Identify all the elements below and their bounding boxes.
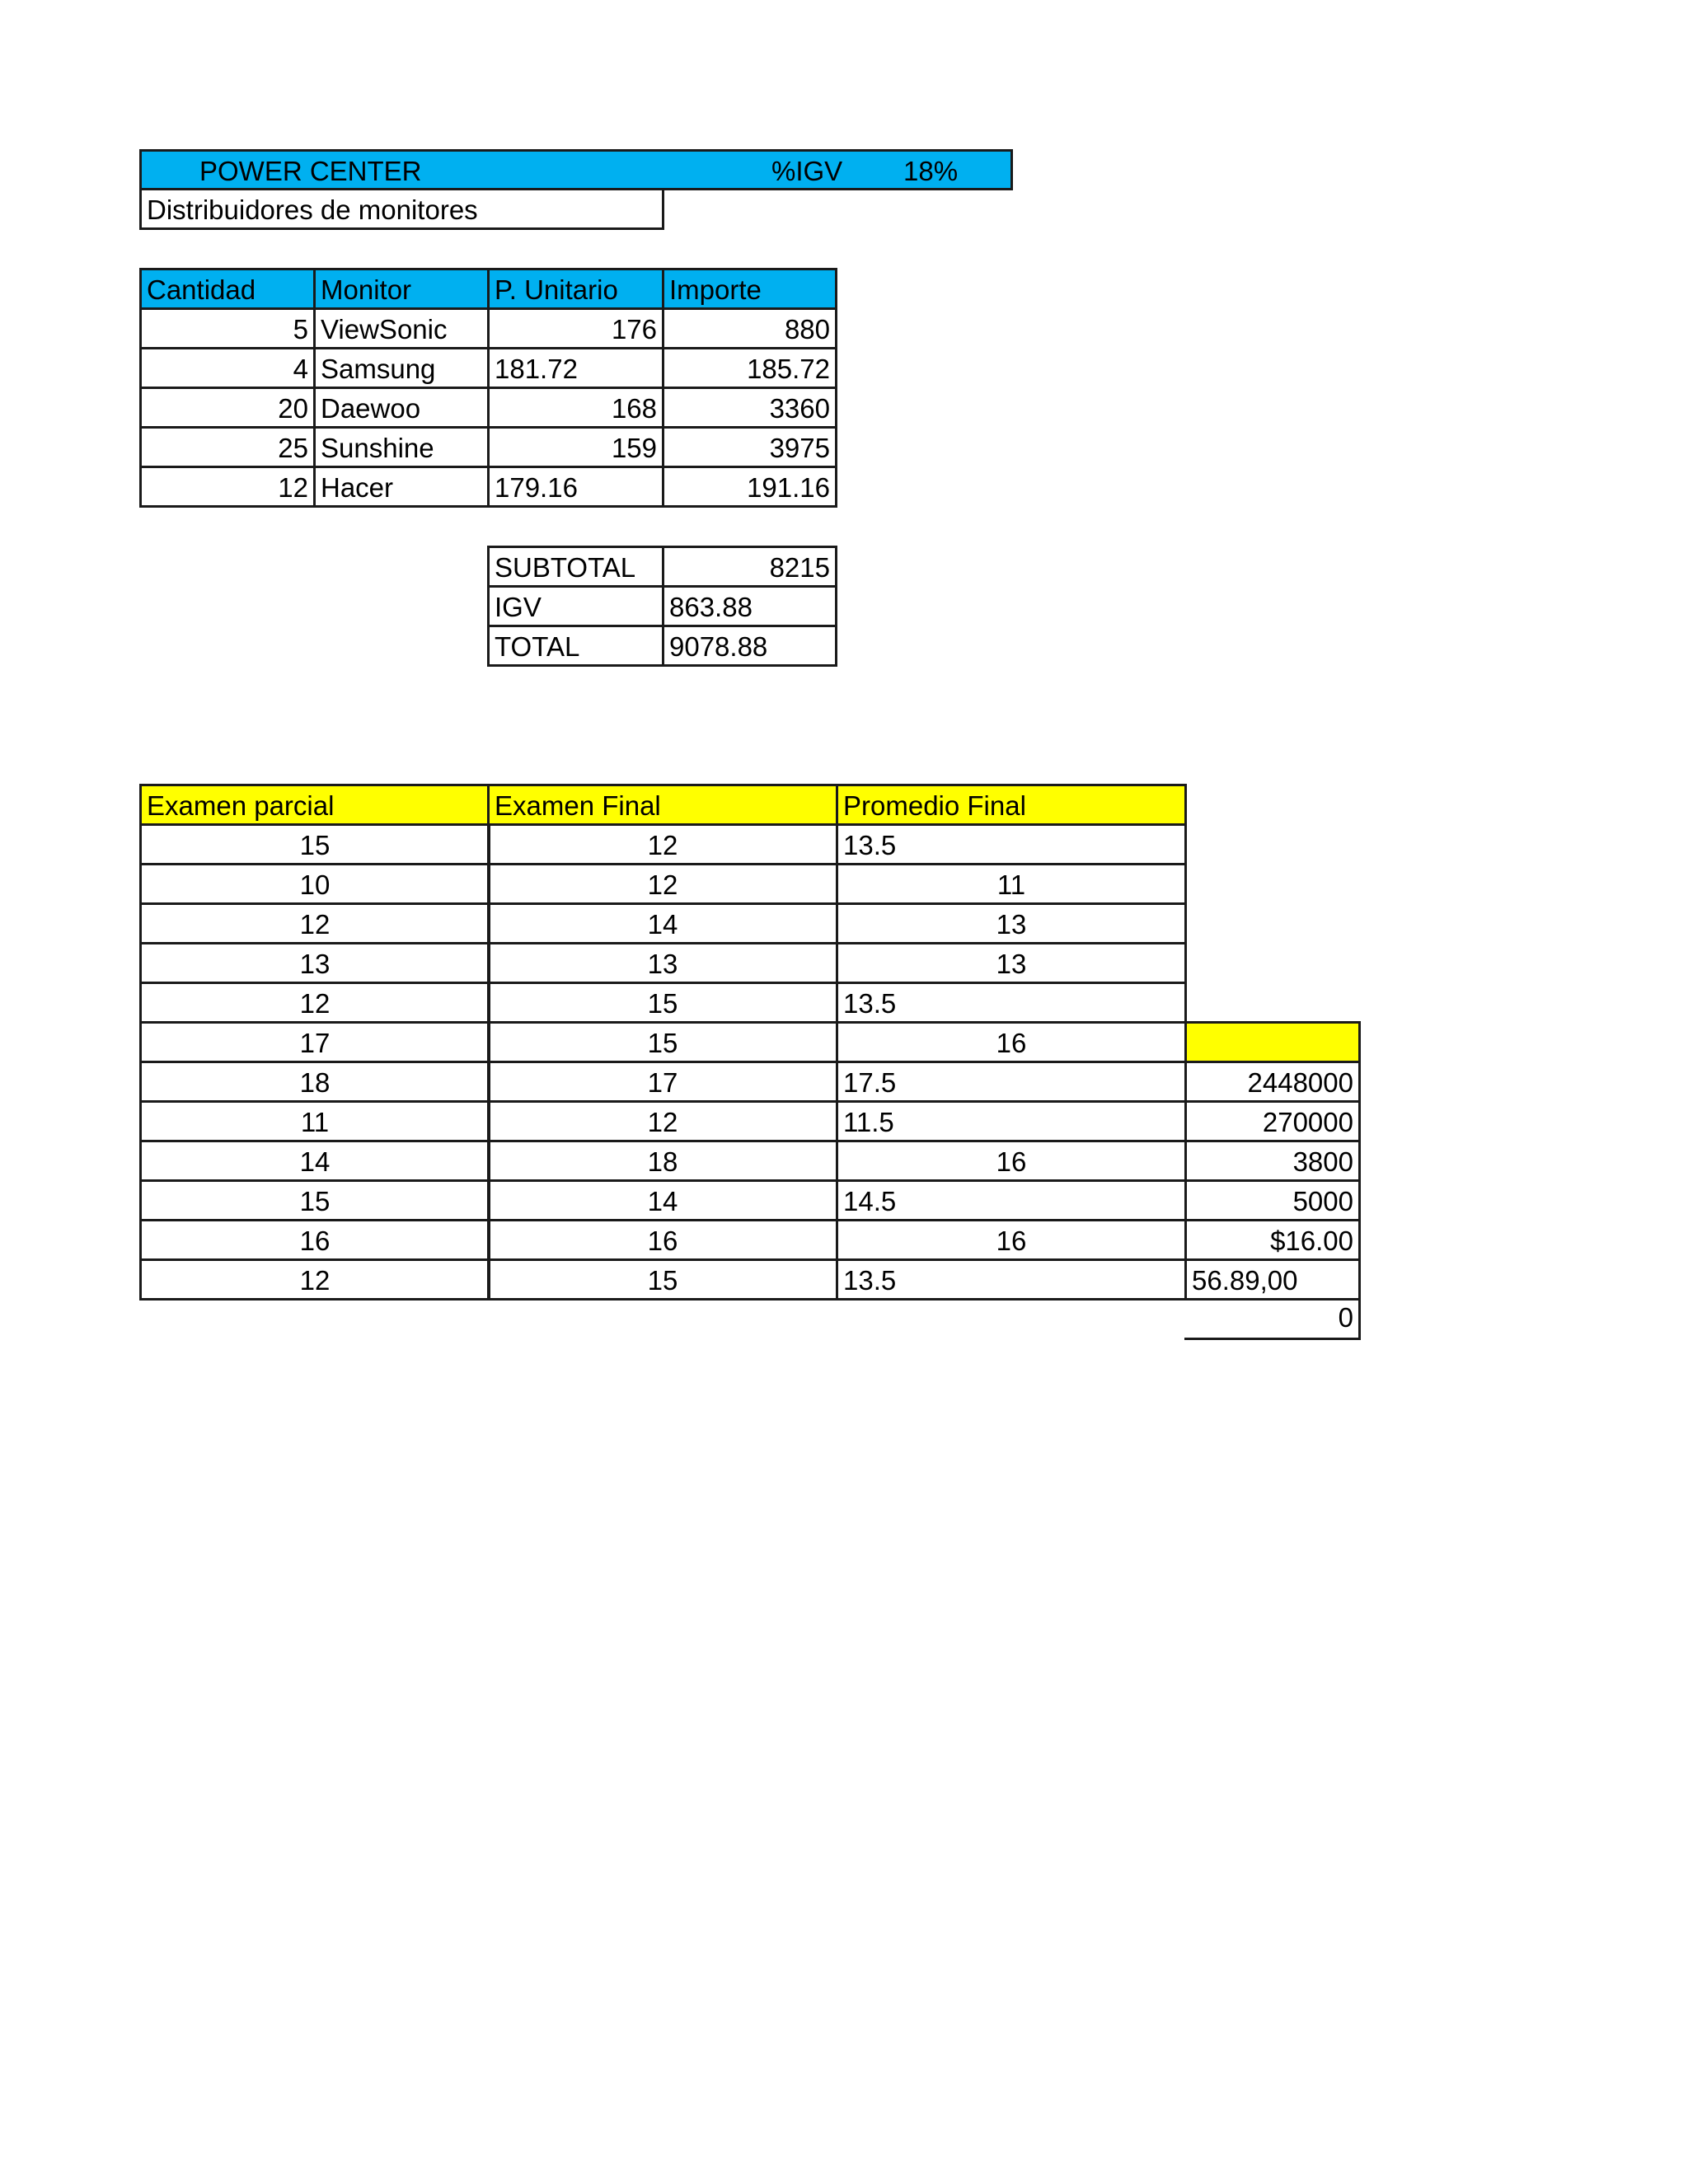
promedio-cell: 16 bbox=[836, 1219, 1187, 1261]
parcial-cell: 15 bbox=[139, 1179, 490, 1221]
monitor-cell: Hacer bbox=[313, 466, 490, 508]
subtotal-label: SUBTOTAL bbox=[487, 546, 664, 588]
unit-price-cell: 179.16 bbox=[487, 466, 664, 508]
igv-rate: 18% bbox=[903, 156, 959, 186]
promedio-cell: 16 bbox=[836, 1140, 1187, 1182]
promedio-cell: 14.5 bbox=[836, 1179, 1187, 1221]
monitor-cell: Sunshine bbox=[313, 426, 490, 468]
igv-label: %IGV bbox=[771, 156, 843, 186]
promedio-cell: 13 bbox=[836, 902, 1187, 944]
parcial-cell: 16 bbox=[139, 1219, 490, 1261]
final-cell: 12 bbox=[487, 863, 838, 905]
final-cell: 14 bbox=[487, 1179, 838, 1221]
promedio-cell: 13 bbox=[836, 942, 1187, 984]
monitor-cell: ViewSonic bbox=[313, 307, 490, 349]
extra-value-cell: 3800 bbox=[1184, 1140, 1361, 1182]
unit-price-cell: 168 bbox=[487, 387, 664, 429]
promedio-cell: 11 bbox=[836, 863, 1187, 905]
cantidad-cell: 4 bbox=[139, 347, 316, 389]
promedio-cell: 17.5 bbox=[836, 1061, 1187, 1103]
company-title: POWER CENTER bbox=[199, 156, 422, 186]
extra-value-cell bbox=[1184, 1021, 1361, 1063]
extra-value-cell: 0 bbox=[1184, 1298, 1361, 1340]
promedio-cell: 16 bbox=[836, 1021, 1187, 1063]
unit-price-cell: 181.72 bbox=[487, 347, 664, 389]
extra-value-cell: 5000 bbox=[1184, 1179, 1361, 1221]
total-value: 9078.88 bbox=[662, 625, 837, 667]
promedio-cell: 13.5 bbox=[836, 823, 1187, 865]
extra-value-cell: 270000 bbox=[1184, 1100, 1361, 1142]
parcial-cell: 14 bbox=[139, 1140, 490, 1182]
importe-cell: 191.16 bbox=[662, 466, 837, 508]
parcial-cell: 12 bbox=[139, 1258, 490, 1301]
cantidad-cell: 5 bbox=[139, 307, 316, 349]
final-cell: 15 bbox=[487, 982, 838, 1024]
monitor-cell: Daewoo bbox=[313, 387, 490, 429]
monitors-header-3: Importe bbox=[662, 268, 837, 310]
promedio-cell: 13.5 bbox=[836, 982, 1187, 1024]
monitors-header-1: Monitor bbox=[313, 268, 490, 310]
parcial-cell: 12 bbox=[139, 902, 490, 944]
extra-value-cell: $16.00 bbox=[1184, 1219, 1361, 1261]
grades-header-2: Promedio Final bbox=[836, 784, 1187, 826]
total-label: TOTAL bbox=[487, 625, 664, 667]
grades-header-0: Examen parcial bbox=[139, 784, 490, 826]
monitors-header-0: Cantidad bbox=[139, 268, 316, 310]
igv-total-label: IGV bbox=[487, 585, 664, 627]
importe-cell: 3975 bbox=[662, 426, 837, 468]
importe-cell: 880 bbox=[662, 307, 837, 349]
final-cell: 16 bbox=[487, 1219, 838, 1261]
parcial-cell: 17 bbox=[139, 1021, 490, 1063]
importe-cell: 185.72 bbox=[662, 347, 837, 389]
final-cell: 12 bbox=[487, 823, 838, 865]
igv-total-value: 863.88 bbox=[662, 585, 837, 627]
final-cell: 12 bbox=[487, 1100, 838, 1142]
power-center-title-cell bbox=[139, 149, 1013, 190]
monitors-header-2: P. Unitario bbox=[487, 268, 664, 310]
extra-value-cell: 2448000 bbox=[1184, 1061, 1361, 1103]
parcial-cell: 11 bbox=[139, 1100, 490, 1142]
final-cell: 17 bbox=[487, 1061, 838, 1103]
importe-cell: 3360 bbox=[662, 387, 837, 429]
final-cell: 13 bbox=[487, 942, 838, 984]
parcial-cell: 12 bbox=[139, 982, 490, 1024]
cantidad-cell: 12 bbox=[139, 466, 316, 508]
final-cell: 14 bbox=[487, 902, 838, 944]
subtitle-cell: Distribuidores de monitores bbox=[139, 188, 664, 230]
final-cell: 15 bbox=[487, 1021, 838, 1063]
parcial-cell: 18 bbox=[139, 1061, 490, 1103]
promedio-cell: 13.5 bbox=[836, 1258, 1187, 1301]
subtotal-value: 8215 bbox=[662, 546, 837, 588]
final-cell: 18 bbox=[487, 1140, 838, 1182]
parcial-cell: 13 bbox=[139, 942, 490, 984]
promedio-cell: 11.5 bbox=[836, 1100, 1187, 1142]
unit-price-cell: 159 bbox=[487, 426, 664, 468]
cantidad-cell: 20 bbox=[139, 387, 316, 429]
parcial-cell: 15 bbox=[139, 823, 490, 865]
cantidad-cell: 25 bbox=[139, 426, 316, 468]
unit-price-cell: 176 bbox=[487, 307, 664, 349]
extra-value-cell: 56.89,00 bbox=[1184, 1258, 1361, 1301]
final-cell: 15 bbox=[487, 1258, 838, 1301]
grades-header-1: Examen Final bbox=[487, 784, 838, 826]
monitor-cell: Samsung bbox=[313, 347, 490, 389]
parcial-cell: 10 bbox=[139, 863, 490, 905]
